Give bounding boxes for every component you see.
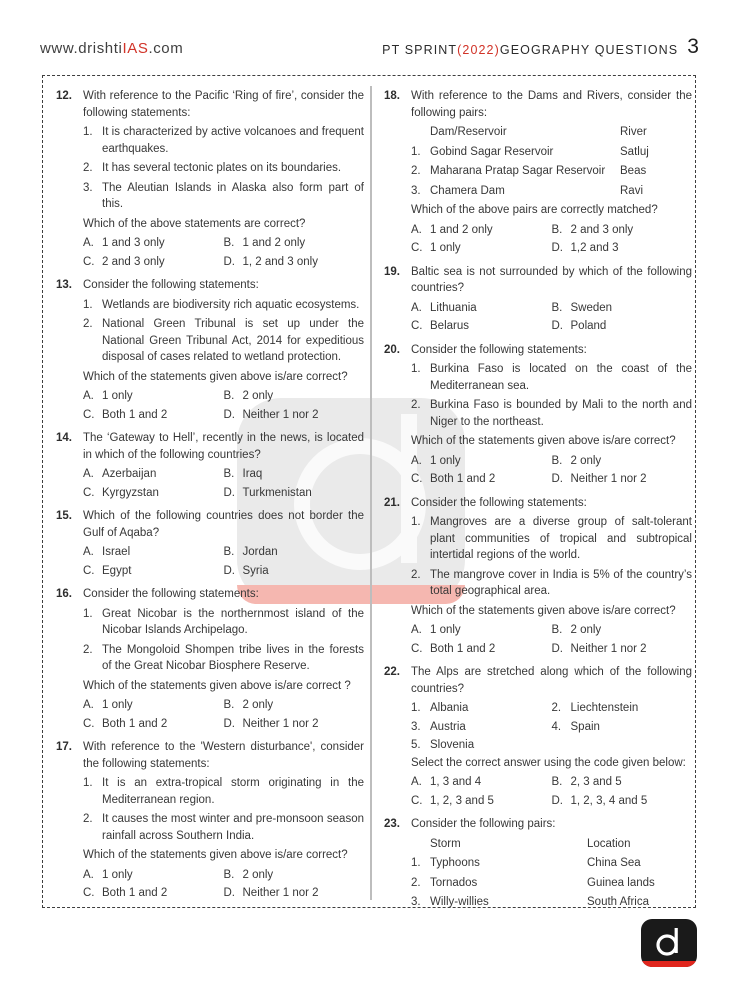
question-item xyxy=(384,88,692,258)
question-number: 21. xyxy=(384,496,400,509)
question-intro: Which of the following countries does not border the Gulf of Aqaba? xyxy=(83,510,364,539)
option xyxy=(83,254,224,271)
option-label: C. xyxy=(411,642,423,655)
option-text: Poland xyxy=(570,320,607,332)
option-label: A. xyxy=(83,546,94,558)
question-body xyxy=(411,664,692,810)
question-body xyxy=(411,88,692,258)
option-label: D. xyxy=(223,255,235,268)
option-text: 1 only xyxy=(430,242,461,254)
option-label: A. xyxy=(411,223,422,236)
pair-header-left: Dam/Reservoir xyxy=(430,126,507,138)
option-text: 1 and 2 only xyxy=(242,237,306,249)
site-url-suffix: .com xyxy=(148,39,184,57)
option-label: D. xyxy=(223,564,235,577)
statement xyxy=(83,811,364,844)
statement-number: 3. xyxy=(83,181,93,194)
question-number: 22. xyxy=(384,666,400,678)
question-item xyxy=(56,277,364,424)
question-item xyxy=(56,88,364,271)
pair-row xyxy=(411,894,692,911)
option-text: Jordan xyxy=(242,546,278,558)
options-grid xyxy=(411,300,692,335)
numbered-choice xyxy=(552,719,693,736)
option-text: 2 and 3 only xyxy=(570,223,634,236)
pair-right: Beas xyxy=(620,165,647,177)
option xyxy=(552,641,693,658)
pair-right: Guinea lands xyxy=(587,876,655,889)
question-intro: Consider the following pairs: xyxy=(411,818,556,830)
question-body xyxy=(83,88,364,271)
question-number: 19. xyxy=(384,265,400,278)
option-label: B. xyxy=(551,223,563,236)
statement-number: 2. xyxy=(411,568,421,581)
choice-number: 2. xyxy=(551,702,562,714)
question-number: 14. xyxy=(56,432,72,444)
option-label: A. xyxy=(411,624,422,636)
question-body xyxy=(83,586,364,733)
option xyxy=(224,388,365,405)
option-label: A. xyxy=(411,301,422,314)
option-text: Azerbaijan xyxy=(102,468,157,480)
statement xyxy=(83,297,364,314)
option-label: A. xyxy=(83,468,94,480)
option xyxy=(83,388,224,405)
question-item xyxy=(56,430,364,502)
doc-title-year: (2022) xyxy=(457,42,500,57)
pair-left: Gobind Sagar Reservoir xyxy=(430,145,554,158)
statement-number: 1. xyxy=(411,363,421,375)
question-intro: With reference to the Dams and Rivers, consider the following pairs: xyxy=(411,90,692,119)
option-text: 1, 2 and 3 only xyxy=(242,255,318,268)
question-intro: With reference to the Pacific ‘Ring of fire’, consider the following statements: xyxy=(83,90,364,119)
option-label: D. xyxy=(551,794,563,807)
option-text: Turkmenistan xyxy=(242,486,312,499)
statement-text: National Green Tribunal is set up under the National Green Tribunal Act, 2014 for expeditious disposal of cases related to wetland protection. xyxy=(102,318,364,363)
statement-number: 1. xyxy=(83,298,93,311)
question-intro: Consider the following statements: xyxy=(411,496,587,509)
option xyxy=(83,563,224,580)
option-label: B. xyxy=(223,468,235,480)
question-body xyxy=(411,816,692,914)
option-text: Neither 1 nor 2 xyxy=(242,408,319,421)
option xyxy=(224,407,365,424)
option-text: Both 1 and 2 xyxy=(102,408,168,421)
pair-number: 3. xyxy=(411,184,421,197)
statement-text: It causes the most winter and pre-monsoon season rainfall across Southern India. xyxy=(102,813,364,842)
option-label: C. xyxy=(83,564,95,577)
option-label: C. xyxy=(411,320,423,332)
statement xyxy=(83,775,364,808)
site-url-accent: IAS xyxy=(122,39,149,57)
option-text: 2, 3 and 5 xyxy=(570,776,622,788)
option-label: C. xyxy=(83,255,95,268)
option xyxy=(224,885,365,902)
option-text: 1, 2, 3, 4 and 5 xyxy=(570,794,648,807)
option-label: D. xyxy=(223,887,235,899)
pair-number: 2. xyxy=(411,165,421,177)
question-body xyxy=(83,508,364,580)
option xyxy=(411,318,552,335)
pair-number: 1. xyxy=(411,857,421,869)
statement-text: The Aleutian Islands in Alaska also form part of this. xyxy=(102,181,364,210)
doc-title xyxy=(382,35,700,58)
question-prompt: Which of the statements given above is/are correct? xyxy=(83,370,348,383)
numbered-choice xyxy=(411,719,552,736)
option xyxy=(552,240,693,257)
pair-number: 1. xyxy=(411,145,421,158)
left-column xyxy=(56,88,364,909)
options-grid xyxy=(411,222,692,257)
option-text: Belarus xyxy=(430,320,469,332)
options-grid xyxy=(83,466,364,501)
question-number: 17. xyxy=(56,741,72,753)
pair-row xyxy=(411,183,692,200)
question-item xyxy=(384,264,692,336)
question-intro: The Alps are stretched along which of the following countries? xyxy=(411,666,692,695)
statement-text: Burkina Faso is bounded by Mali to the north and Niger to the northeast. xyxy=(430,399,692,428)
option-text: Both 1 and 2 xyxy=(102,887,168,899)
pair-header-right: River xyxy=(620,126,647,138)
option-label: D. xyxy=(223,486,235,499)
option-text: 1 only xyxy=(102,699,133,711)
question-prompt: Which of the statements given above is/are correct ? xyxy=(83,679,351,692)
pair-header-left: Storm xyxy=(430,837,461,850)
question-item xyxy=(384,495,692,659)
question-intro: The ‘Gateway to Hell’, recently in the news, is located in which of the following countries? xyxy=(83,432,364,461)
option xyxy=(411,453,552,470)
question-item xyxy=(384,816,692,914)
question-number: 13. xyxy=(56,279,72,291)
question-intro: Consider the following statements: xyxy=(83,279,259,291)
option-label: D. xyxy=(551,242,563,254)
option-label: B. xyxy=(551,624,563,636)
option-text: Syria xyxy=(242,564,269,577)
statement-text: Wetlands are biodiversity rich aquatic ecosystems. xyxy=(102,298,360,311)
numbered-choice xyxy=(552,700,693,717)
choice-text: Austria xyxy=(430,720,466,733)
option-label: B. xyxy=(223,868,235,881)
option xyxy=(552,453,693,470)
option-label: D. xyxy=(223,717,235,730)
option-text: Kyrgyzstan xyxy=(102,486,159,499)
option-label: C. xyxy=(83,408,95,421)
page-header xyxy=(40,35,700,58)
options-grid xyxy=(83,235,364,270)
statement-text: It has several tectonic plates on its boundaries. xyxy=(102,162,342,174)
option-text: Neither 1 nor 2 xyxy=(570,473,647,485)
pair-left: Chamera Dam xyxy=(430,184,505,197)
option-label: B. xyxy=(223,390,235,402)
question-body xyxy=(411,342,692,489)
option-text: Iraq xyxy=(242,468,263,480)
option-text: 2 only xyxy=(570,624,602,636)
statement-text: It is characterized by active volcanoes and frequent earthquakes. xyxy=(102,126,364,155)
option xyxy=(552,471,693,488)
option xyxy=(224,716,365,733)
question-prompt: Which of the statements given above is/are correct? xyxy=(83,849,348,861)
statement xyxy=(411,514,692,564)
question-body xyxy=(411,495,692,659)
statement-text: It is an extra-tropical storm originating in the Mediterranean region. xyxy=(102,777,364,806)
option-label: B. xyxy=(551,454,563,467)
pair-row xyxy=(411,144,692,161)
question-intro: Baltic sea is not surrounded by which of the following countries? xyxy=(411,265,692,294)
options-grid xyxy=(411,453,692,488)
question-body xyxy=(411,264,692,336)
option-text: 1 only xyxy=(430,624,461,636)
option xyxy=(411,240,552,257)
statement xyxy=(411,397,692,430)
option xyxy=(224,697,365,714)
numbered-choices xyxy=(411,700,692,754)
question-body xyxy=(83,277,364,424)
option-label: A. xyxy=(411,776,422,788)
statement xyxy=(411,567,692,600)
option xyxy=(552,318,693,335)
option xyxy=(411,222,552,239)
pair-right: Ravi xyxy=(620,184,644,197)
option xyxy=(83,485,224,502)
question-body xyxy=(83,430,364,502)
option-label: A. xyxy=(411,454,422,467)
statement-text: The mangrove cover in India is 5% of the country’s total geographical area. xyxy=(430,568,692,597)
statement-number: 2. xyxy=(83,813,93,825)
statement-number: 1. xyxy=(83,777,93,789)
choice-text: Liechtenstein xyxy=(570,702,639,714)
option xyxy=(83,697,224,714)
choice-number: 3. xyxy=(411,720,421,733)
option xyxy=(224,563,365,580)
pair-left: Willy-willies xyxy=(430,896,489,908)
statement-text: Mangroves are a diverse group of salt-tolerant plant communities of tropical and subtropical intertidal regions of the world. xyxy=(430,516,692,561)
option xyxy=(83,867,224,884)
option xyxy=(83,716,224,733)
statement-number: 1. xyxy=(411,516,421,528)
option xyxy=(411,622,552,639)
statement xyxy=(83,642,364,675)
question-prompt: Select the correct answer using the code given below: xyxy=(411,756,686,769)
option-text: 1 and 2 only xyxy=(430,223,493,236)
option-text: Lithuania xyxy=(430,301,477,314)
option-label: D. xyxy=(551,473,563,485)
pair-row xyxy=(411,875,692,892)
statement-text: Great Nicobar is the northernmost island of the Nicobar Islands Archipelago. xyxy=(102,607,364,636)
question-intro: With reference to the 'Western disturbance', consider the following statements: xyxy=(83,741,364,770)
option-text: Both 1 and 2 xyxy=(430,473,496,485)
options-grid xyxy=(83,697,364,732)
site-url-prefix: www.drishti xyxy=(40,39,123,57)
option-text: Egypt xyxy=(102,564,132,577)
question-item xyxy=(56,739,364,903)
statement-text: Burkina Faso is located on the coast of the Mediterranean sea. xyxy=(430,363,692,392)
option-text: 1 only xyxy=(102,868,133,881)
statement xyxy=(83,124,364,157)
option-label: C. xyxy=(411,794,423,807)
right-column xyxy=(384,88,692,920)
option xyxy=(411,641,552,658)
question-item xyxy=(384,664,692,810)
option xyxy=(224,867,365,884)
options-grid xyxy=(411,622,692,657)
pair-header xyxy=(411,124,692,141)
option-label: D. xyxy=(223,408,235,421)
statement xyxy=(83,160,364,177)
drishti-d-logo-icon xyxy=(641,919,697,967)
option-label: D. xyxy=(551,320,563,332)
statement-text: The Mongoloid Shompen tribe lives in the forests of the Great Nicobar Biosphere Reserve. xyxy=(102,643,364,672)
option-text: 1, 2, 3 and 5 xyxy=(430,794,494,807)
option-label: D. xyxy=(551,642,563,655)
option-text: 1 only xyxy=(430,454,461,467)
option-text: Sweden xyxy=(570,301,613,314)
option xyxy=(552,622,693,639)
option-text: Israel xyxy=(102,546,131,558)
pair-right: Satluj xyxy=(620,145,649,158)
statement-number: 2. xyxy=(83,643,93,656)
option xyxy=(224,235,365,252)
choice-text: Slovenia xyxy=(430,739,475,751)
pair-header-right: Location xyxy=(587,837,631,850)
question-item xyxy=(56,508,364,580)
choice-text: Spain xyxy=(570,720,600,733)
statement xyxy=(83,316,364,366)
option xyxy=(411,793,552,810)
choice-number: 4. xyxy=(551,720,562,733)
pair-row xyxy=(411,163,692,180)
statement-number: 2. xyxy=(83,318,93,330)
pair-header xyxy=(411,836,692,853)
question-prompt: Which of the above statements are correct? xyxy=(83,217,306,230)
column-divider xyxy=(370,86,372,900)
option xyxy=(552,300,693,317)
site-url-link[interactable] xyxy=(40,40,183,57)
option xyxy=(83,407,224,424)
option-text: 2 only xyxy=(242,699,274,711)
option-label: C. xyxy=(83,717,95,730)
statement-number: 2. xyxy=(411,399,421,411)
option-text: Neither 1 nor 2 xyxy=(242,717,319,730)
option-text: 1 only xyxy=(102,390,133,402)
option-text: 2 and 3 only xyxy=(102,255,165,268)
choice-number: 1. xyxy=(411,702,421,714)
question-prompt: Which of the statements given above is/are correct? xyxy=(411,604,676,617)
statement xyxy=(83,180,364,213)
option-label: C. xyxy=(411,473,423,485)
option-text: 1,2 and 3 xyxy=(570,242,619,254)
option-text: Neither 1 nor 2 xyxy=(242,887,319,899)
pair-left: Maharana Pratap Sagar Reservoir xyxy=(430,165,606,177)
option xyxy=(83,885,224,902)
pair-number: 2. xyxy=(411,876,421,889)
question-number: 12. xyxy=(56,90,72,102)
numbered-choice xyxy=(411,737,552,754)
question-prompt: Which of the statements given above is/are correct? xyxy=(411,435,676,447)
option-label: C. xyxy=(411,242,423,254)
question-item xyxy=(56,586,364,733)
choice-number: 5. xyxy=(411,739,421,751)
numbered-choice xyxy=(411,700,552,717)
options-grid xyxy=(83,388,364,423)
option-label: A. xyxy=(83,868,94,881)
option xyxy=(224,466,365,483)
option xyxy=(552,222,693,239)
option xyxy=(83,544,224,561)
option xyxy=(224,485,365,502)
option xyxy=(552,774,693,791)
option-text: Both 1 and 2 xyxy=(430,642,496,655)
pair-number: 3. xyxy=(411,896,421,908)
option-label: A. xyxy=(83,390,94,402)
option-text: 2 only xyxy=(242,390,274,402)
option-label: C. xyxy=(83,887,95,899)
option-text: 2 only xyxy=(570,454,602,467)
option-text: 2 only xyxy=(242,868,274,881)
option xyxy=(411,471,552,488)
option xyxy=(224,544,365,561)
question-intro: Consider the following statements: xyxy=(83,588,259,600)
option-label: C. xyxy=(83,486,95,499)
option xyxy=(552,793,693,810)
option xyxy=(411,300,552,317)
doc-title-suffix: GEOGRAPHY QUESTIONS xyxy=(499,42,679,57)
option-label: A. xyxy=(83,237,94,249)
option-label: A. xyxy=(83,699,94,711)
pair-left: Typhoons xyxy=(430,857,480,869)
option xyxy=(83,235,224,252)
question-body xyxy=(83,739,364,903)
question-number: 20. xyxy=(384,343,400,356)
option-label: B. xyxy=(551,776,563,788)
pair-left: Tornados xyxy=(430,876,478,889)
option xyxy=(83,466,224,483)
option xyxy=(224,254,365,271)
option-text: 1 and 3 only xyxy=(102,237,165,249)
pair-right: China Sea xyxy=(587,857,641,869)
options-grid xyxy=(411,774,692,809)
option-text: Both 1 and 2 xyxy=(102,717,168,730)
question-number: 18. xyxy=(384,90,400,102)
options-grid xyxy=(83,867,364,902)
page-number: 3 xyxy=(687,35,700,58)
question-item xyxy=(384,342,692,489)
statement xyxy=(411,361,692,394)
option-text: Neither 1 nor 2 xyxy=(570,642,647,655)
question-prompt: Which of the above pairs are correctly matched? xyxy=(411,204,658,216)
doc-title-prefix: PT SPRINT xyxy=(382,42,458,57)
question-number: 15. xyxy=(56,510,72,522)
question-number: 23. xyxy=(384,818,400,830)
option xyxy=(411,774,552,791)
question-number: 16. xyxy=(56,588,72,600)
pair-right: South Africa xyxy=(587,896,650,908)
question-intro: Consider the following statements: xyxy=(411,343,587,356)
option-label: B. xyxy=(223,237,235,249)
option-label: B. xyxy=(223,699,235,711)
pair-row xyxy=(411,855,692,872)
option-label: B. xyxy=(551,301,563,314)
option-text: 1, 3 and 4 xyxy=(430,776,482,788)
choice-text: Albania xyxy=(430,702,469,714)
statement-number: 1. xyxy=(83,126,93,138)
option-label: B. xyxy=(223,546,235,558)
statement-number: 2. xyxy=(83,162,93,174)
statement-number: 1. xyxy=(83,607,93,620)
statement xyxy=(83,606,364,639)
options-grid xyxy=(83,544,364,579)
